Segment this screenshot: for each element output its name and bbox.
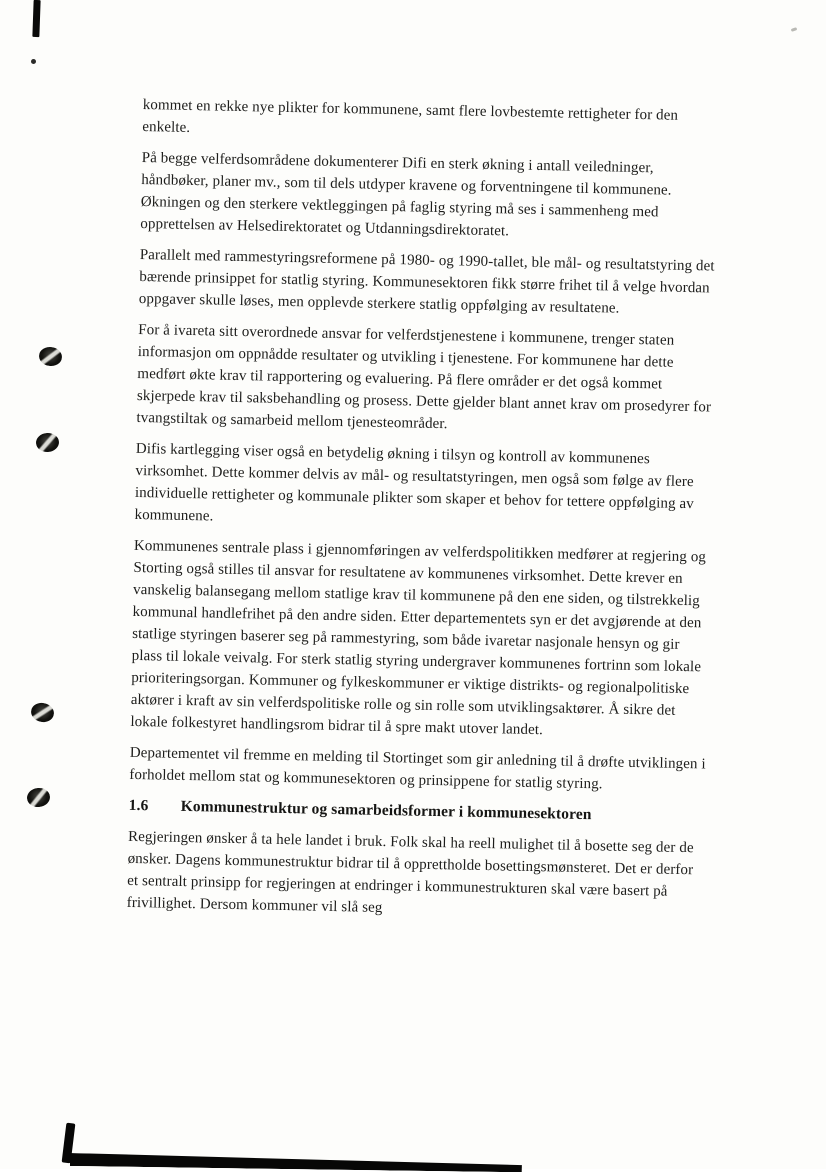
scan-mark-speck — [791, 27, 798, 32]
paragraph: For å ivareta sitt overordnede ansvar for velferdstjenestene i kommunene, trenger staten informasjon om oppnådde resultater og utvikling i tjenestene. For kommunene har dette medført økte krav til rapportering og evaluering. På flere områder er det også kommet skjerpede krav til saksbehandling og prosess. Dette gjelder blant annet krav om prosedyrer for tvangstiltak og samarbeid mellom tjenesteområder. — [136, 321, 712, 433]
paragraph: Parallelt med rammestyringsreformene på 1980- og 1990-tallet, ble mål- og resultatstyring det bærende prinsippet for statlig styring. Kommunesektoren fikk større frihet til å velge hvordan oppgaver skulle løses, men opplevde sterkere statlig oppfølging av resultatene. — [138, 246, 715, 317]
paragraph: Departementet vil fremme en melding til Stortinget som gir anledning til å drøfte utviklingen i forholdet mellom stat og kommunesektoren og prinsippene for statlig styring. — [129, 744, 706, 793]
section-number: 1.6 — [128, 796, 149, 815]
paragraph: Difis kartlegging viser også en betydelig økning i tilsyn og kontroll av kommunenes virksomhet. Dette kommer delvis av mål- og resultatstyringen, men også som følge av flere individuelle rettigheter og kommunale plikter som skaper et behov for tettere oppfølging av kommunene. — [134, 440, 694, 525]
document-text-block — [126, 94, 720, 934]
scan-mark-dot — [31, 59, 36, 64]
section-heading — [128, 795, 705, 829]
section-title: Kommunestruktur og samarbeidsformer i kommunesektoren — [180, 797, 592, 824]
paragraph: På begge velferdsområdene dokumenterer Difi en sterk økning i antall veiledninger, håndbøker, planer mv., som til dels utdyper kravene og forventningene til kommunene. Økningen og den sterkere vektleggingen på faglig styring må ses i sammenheng med opprettelsen av Helsedirektoratet og Utdanningsdirektoratet. — [140, 149, 672, 240]
scan-mark-top-left-bar — [32, 0, 40, 37]
paragraph-continuation: kommet en rekke nye plikter for kommunene, samt flere lovbestemte rettigheter for den enkelte. — [142, 96, 679, 136]
paragraph: Regjeringen ønsker å ta hele landet i bruk. Folk skal ha reell mulighet til å bosette seg der de ønsker. Dagens kommunestruktur bidrar til å opprettholde bosettingsmønsteret. Det er derfor et sentralt prinsipp for regjeringen at endringer i kommunestrukturen skal være basert på frivillighet. Dersom kommuner vil slå seg — [126, 828, 694, 916]
paragraph: Kommunenes sentrale plass i gjennomføringen av velferdspolitikken medfører at regjering og Storting også stilles til ansvar for resultatene av kommunenes virksomhet. Dette krever en vanskelig balansegang mellom statlige krav til kommunene på den ene siden, og tilstrekkelig kommunal handlefrihet på den andre siden. Etter departementets syn er det avgjørende at den statlige styringen baserer seg på rammestyring, som både ivaretar nasjonale hensyn og gir plass til lokale veivalg. For sterk statlig styring undergraver kommunenes fortrinn som lokale prioriteringsorgan. Kommuner og fylkeskommuner er viktige distrikts- og regionalpolitiske aktører i kraft av sin velferdspolitiske rolle og sin rolle som utviklingsaktører. Å sikre det lokale folkestyret handlingsrom bidrar til å spre makt utover landet. — [130, 537, 707, 739]
binder-hole-mark-1 — [38, 345, 63, 367]
binder-hole-mark-3 — [29, 701, 55, 724]
binder-hole-mark-2 — [35, 432, 59, 453]
scan-mark-bottom-edge-bar — [70, 1153, 522, 1172]
binder-hole-mark-4 — [26, 787, 51, 808]
